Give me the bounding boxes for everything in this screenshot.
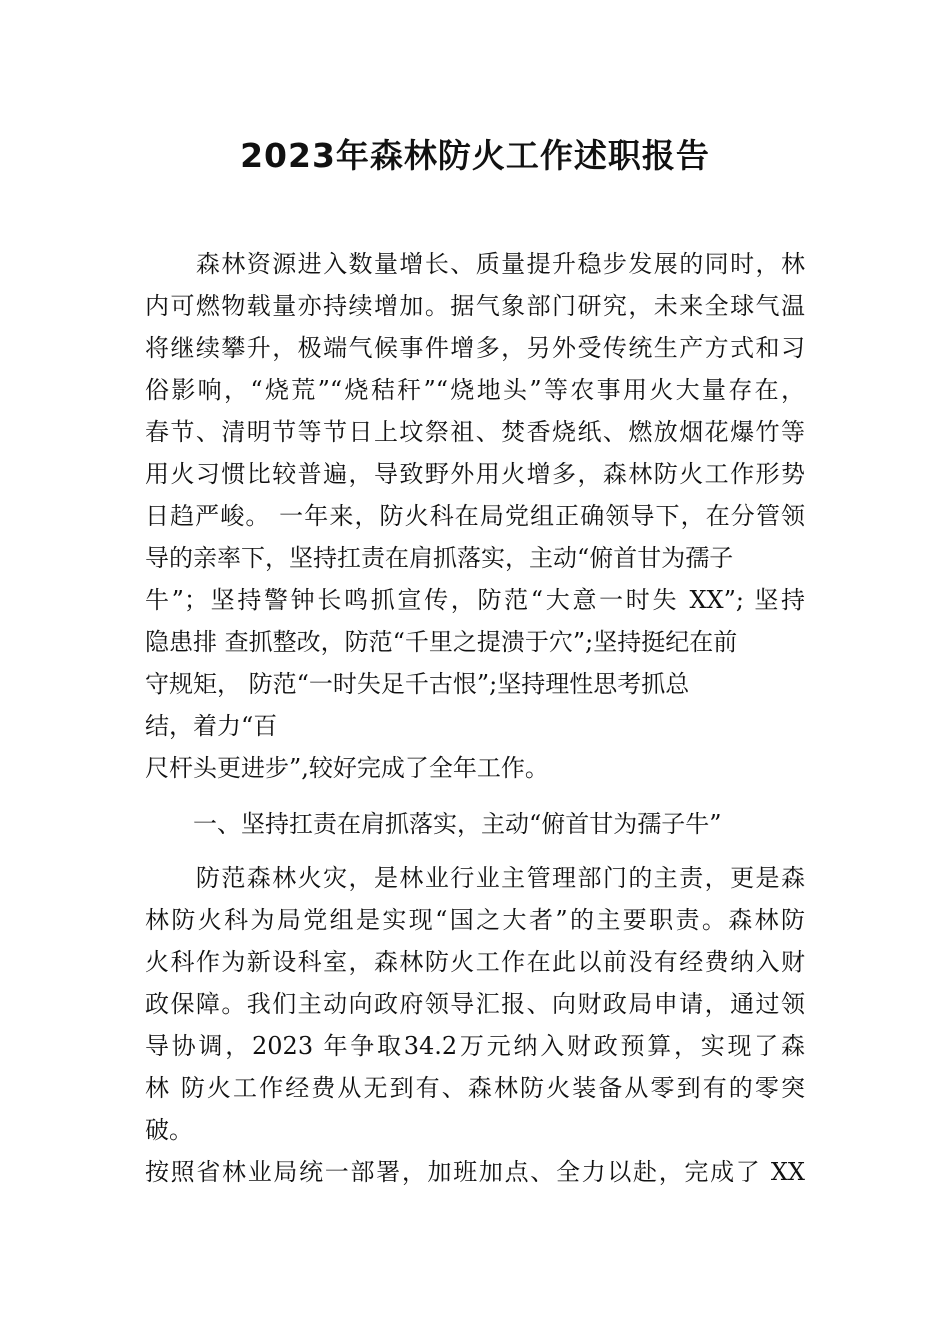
body-line: 隐患排 查抓整改，防范“千里之提溃于穴”;坚持挺纪在前 <box>145 628 738 656</box>
body-line: 政保障。我们主动向政府领导汇报、向财政局申请，通过领 <box>145 990 805 1018</box>
body-line: 尺杆头更进步”,较好完成了全年工作。 <box>145 754 549 782</box>
body-line: 按照省林业局统一部署，加班加点、全力以赴，完成了 XX <box>145 1158 805 1186</box>
body-line: 俗影响，“烧荒”“烧秸秆”“烧地头”等农事用火大量存在， <box>145 376 805 404</box>
body-line: 火科作为新设科室，森林防火工作在此以前没有经费纳入财 <box>145 948 805 976</box>
body-line: 用火习惯比较普遍，导致野外用火增多，森林防火工作形势 <box>145 460 805 488</box>
section-heading: 一、坚持扛责在肩抓落实，主动“俯首甘为孺子牛” <box>145 810 722 838</box>
body-line: 春节、清明节等节日上坟祭祖、焚香烧纸、燃放烟花爆竹等 <box>145 418 805 446</box>
body-line: 林 防火工作经费从无到有、森林防火装备从零到有的零突 <box>145 1074 805 1102</box>
document-title: 2023年森林防火工作述职报告 <box>240 136 710 175</box>
body-line: 导协调，2023 年争取34.2万元纳入财政预算，实现了森 <box>145 1032 805 1060</box>
body-line: 内可燃物载量亦持续增加。据气象部门研究，未来全球气温 <box>145 292 805 320</box>
body-line: 守规矩， 防范“一时失足千古恨”;坚持理性思考抓总 <box>145 670 690 698</box>
body-line: 牛”；坚持警钟长鸣抓宣传，防范“大意一时失 XX”; 坚持 <box>145 586 805 614</box>
body-line: 破。 <box>145 1116 193 1144</box>
body-line: 森林资源进入数量增长、质量提升稳步发展的同时，林 <box>145 250 805 278</box>
body-line: 将继续攀升，极端气候事件增多，另外受传统生产方式和习 <box>145 334 805 362</box>
body-line: 导的亲率下，坚持扛责在肩抓落实，主动“俯首甘为孺子 <box>145 544 734 572</box>
body-line: 结，着力“百 <box>145 712 278 740</box>
body-line: 日趋严峻。 一年来，防火科在局党组正确领导下，在分管领 <box>145 502 805 530</box>
body-line: 防范森林火灾，是林业行业主管理部门的主责，更是森 <box>145 864 805 892</box>
body-line: 林防火科为局党组是实现“国之大者”的主要职责。森林防 <box>145 906 805 934</box>
